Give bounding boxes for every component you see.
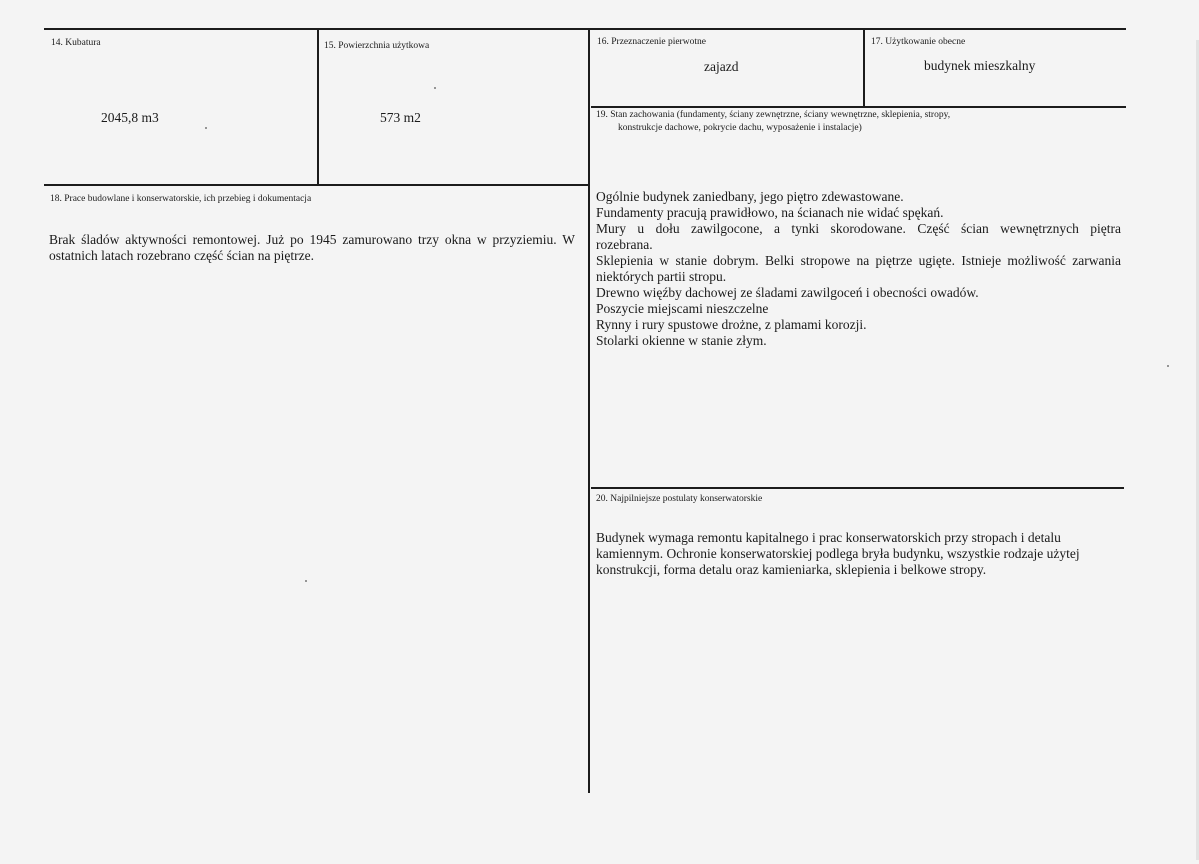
uzytkowanie-value: budynek mieszkalny xyxy=(924,58,1036,73)
rule-col-3 xyxy=(863,28,865,107)
stan-line: Drewno więźby dachowej ze śladami zawilgoceń i obecności owadów. xyxy=(596,285,979,300)
postulaty-line: Budynek wymaga remontu kapitalnego i prac konserwatorskich przy stropach i detalu xyxy=(596,530,1061,545)
rule-col-1 xyxy=(317,28,319,185)
kubatura-value: 2045,8 m3 xyxy=(101,110,159,125)
postulaty-label: 20. Najpilniejsze postulaty konserwatorskie xyxy=(596,494,763,504)
przeznaczenie-label: 16. Przeznaczenie pierwotne xyxy=(597,37,706,47)
kubatura-label: 14. Kubatura xyxy=(51,38,101,48)
stan-line: niektórych partii stropu. xyxy=(596,269,727,284)
scan-speck xyxy=(205,127,207,129)
stan-line: Rynny i rury spustowe drożne, z plamami korozji. xyxy=(596,317,867,332)
powierzchnia-value: 573 m2 xyxy=(380,110,421,125)
powierzchnia-label: 15. Powierzchnia użytkowa xyxy=(324,41,430,51)
postulaty-line: kamiennym. Ochronie konserwatorskiej podlega bryła budynku, wszystkie rodzaje użytej xyxy=(596,546,1080,561)
rule-col-2 xyxy=(588,28,590,793)
stan-label-line2: konstrukcje dachowe, pokrycie dachu, wyposażenie i instalacje) xyxy=(618,123,862,133)
stan-line: Poszycie miejscami nieszczelne xyxy=(596,301,769,316)
postulaty-line: konstrukcji, forma detalu oraz kamieniarka, sklepienia i belkowe stropy. xyxy=(596,562,987,577)
prace-label: 18. Prace budowlane i konserwatorskie, ich przebieg i dokumentacja xyxy=(50,194,312,204)
rule-row-right-1 xyxy=(591,106,1126,108)
stan-line: rozebrana. xyxy=(596,237,653,252)
przeznaczenie-value: zajazd xyxy=(704,59,739,74)
stan-line: Sklepienia w stanie dobrym. Belki stropowe na piętrze ugięte. Istnieje możliwość zarwania xyxy=(596,253,1121,268)
scan-speck xyxy=(1167,365,1169,367)
scan-speck xyxy=(434,87,436,89)
prace-text: Brak śladów aktywności remontowej. Już po 1945 zamurowano trzy okna w przyziemiu. W ostatnich latach rozebrano część ścian na piętrze. xyxy=(49,232,575,263)
rule-top xyxy=(44,28,1126,30)
stan-text xyxy=(596,189,1121,349)
uzytkowanie-label: 17. Użytkowanie obecne xyxy=(871,37,966,47)
rule-row-right-2 xyxy=(591,487,1124,489)
scan-speck xyxy=(305,580,307,582)
stan-line: Ogólnie budynek zaniedbany, jego piętro zdewastowane. xyxy=(596,189,904,204)
stan-line: Stolarki okienne w stanie złym. xyxy=(596,333,767,348)
postulaty-text xyxy=(596,530,1121,578)
stan-label-line1: 19. Stan zachowania (fundamenty, ściany zewnętrzne, ściany wewnętrzne, sklepienia, stropy, xyxy=(596,110,951,120)
stan-line: Mury u dołu zawilgocone, a tynki skorodowane. Część ścian wewnętrznych piętra xyxy=(596,221,1121,236)
stan-line: Fundamenty pracują prawidłowo, na ścianach nie widać spękań. xyxy=(596,205,944,220)
